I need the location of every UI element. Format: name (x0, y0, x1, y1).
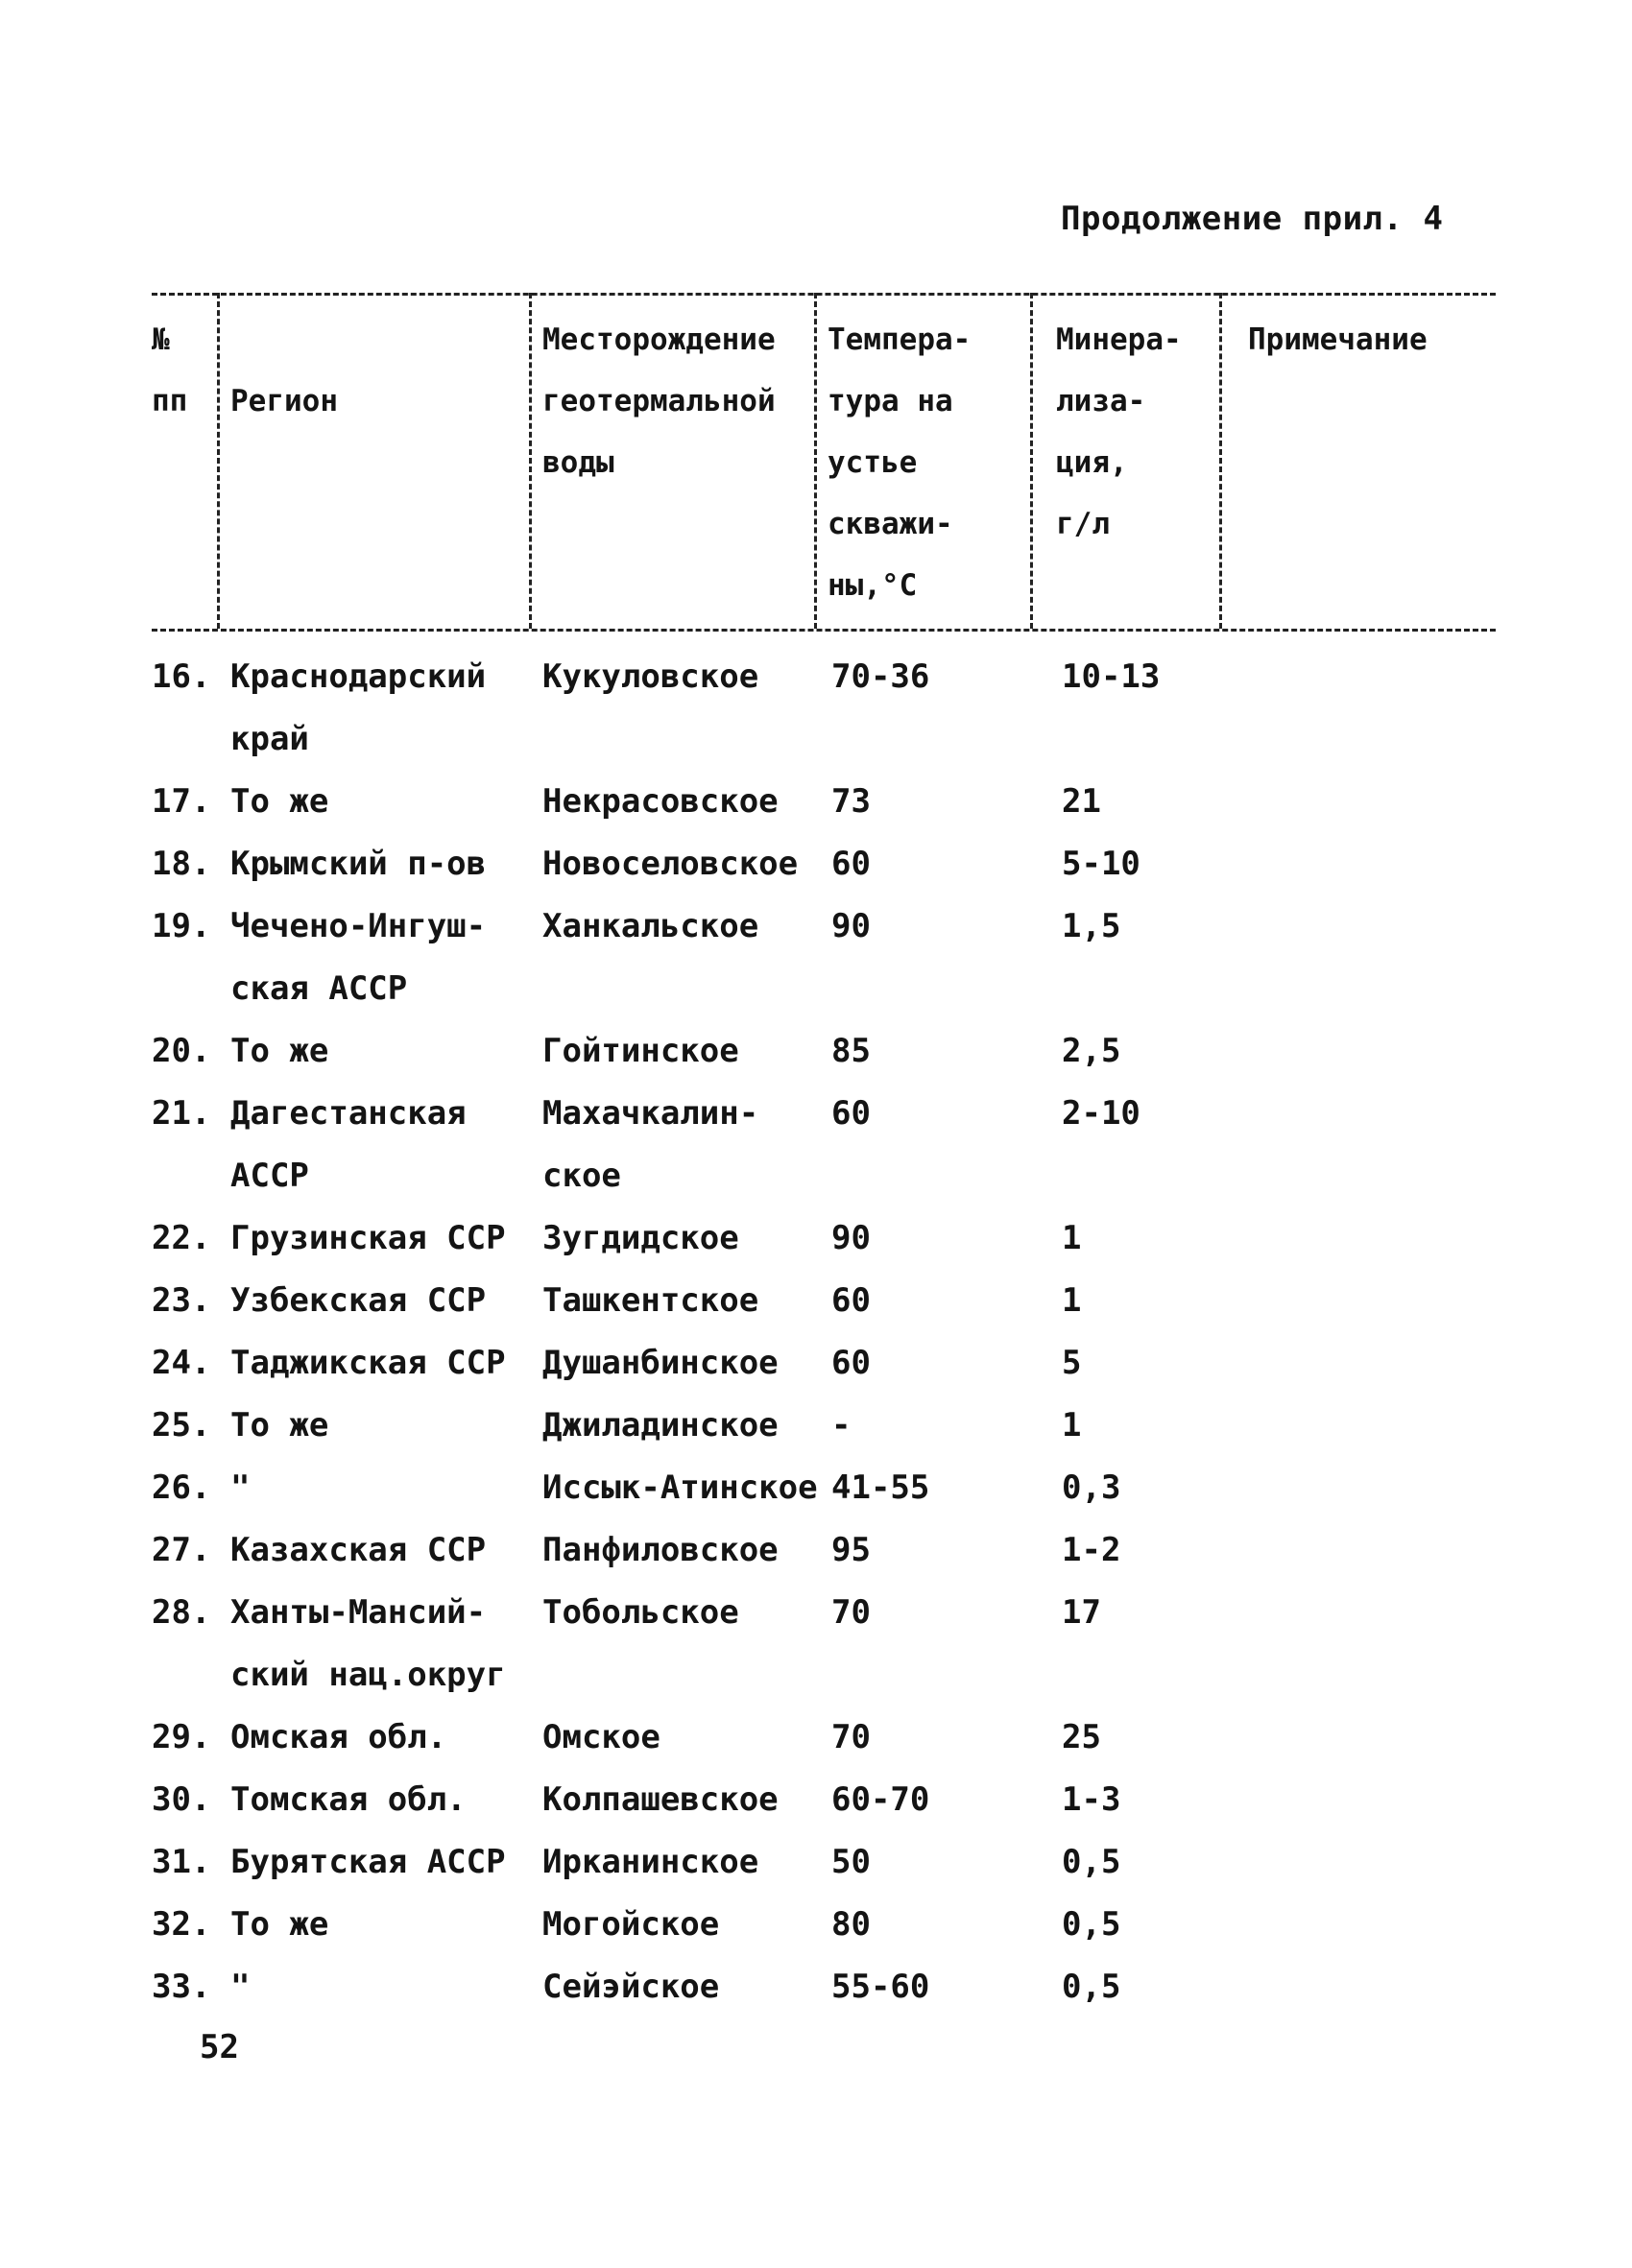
mineralization-cell: 2,5 (1062, 1032, 1121, 1070)
mineralization-cell: 5 (1062, 1344, 1082, 1382)
region-cell-line: край (230, 720, 309, 758)
header-field-line: воды (542, 445, 614, 480)
field-cell-line: Ташкентское (542, 1281, 759, 1320)
mineralization-cell: 1,5 (1062, 907, 1121, 945)
field-cell (542, 1582, 739, 1644)
temperature-cell: 60 (831, 1281, 871, 1320)
table-row (0, 1332, 1632, 1395)
temperature-cell: 80 (831, 1905, 871, 1944)
table-row (0, 1395, 1632, 1457)
table-row (0, 771, 1632, 833)
column-divider (1219, 293, 1222, 629)
temperature-cell: 55-60 (831, 1968, 930, 2006)
region-cell-line: Омская обл. (230, 1718, 447, 1756)
field-cell (542, 1956, 719, 2018)
header-region: Регион (230, 384, 338, 418)
field-cell-line: Кукуловское (542, 657, 759, 696)
region-cell (230, 1831, 506, 1894)
table-row (0, 1207, 1632, 1270)
temperature-cell: 70 (831, 1593, 871, 1632)
table-row (0, 895, 1632, 1020)
field-cell-line: Панфиловское (542, 1531, 779, 1569)
region-cell (230, 1207, 506, 1270)
temperature-cell: 60-70 (831, 1780, 930, 1819)
row-number: 23. (152, 1281, 211, 1320)
header-field-line: геотермальной (542, 384, 776, 418)
field-cell (542, 771, 779, 833)
row-number: 28. (152, 1593, 211, 1632)
region-cell-line: Томская обл. (230, 1780, 467, 1819)
row-number: 24. (152, 1344, 211, 1382)
temperature-cell: - (831, 1406, 852, 1444)
header-temperature-line: тура на (828, 384, 953, 418)
table-row (0, 1582, 1632, 1707)
field-cell (542, 1707, 660, 1769)
header-mineralization-line: г/л (1056, 507, 1110, 541)
region-cell-line: Дагестанская (230, 1094, 467, 1133)
region-cell-line: Грузинская ССР (230, 1219, 506, 1257)
region-cell-line: Бурятская АССР (230, 1843, 506, 1881)
field-cell (542, 895, 758, 958)
region-cell (230, 895, 486, 1020)
header-temperature-line: Темпера- (828, 322, 972, 357)
row-number: 16. (152, 657, 211, 696)
region-cell (230, 1457, 250, 1519)
row-number: 19. (152, 907, 211, 945)
temperature-cell: 95 (831, 1531, 871, 1569)
table-row (0, 1831, 1632, 1894)
region-cell-line: То же (230, 1406, 329, 1444)
region-cell-line: Казахская ССР (230, 1531, 487, 1569)
field-cell-line: Ханкальское (542, 907, 759, 945)
mineralization-cell: 5-10 (1062, 845, 1140, 883)
header-top-rule (152, 293, 1496, 296)
region-cell-line: ская АССР (230, 969, 408, 1008)
region-cell (230, 1020, 328, 1083)
region-cell (230, 646, 486, 771)
temperature-cell: 73 (831, 782, 871, 821)
field-cell-line: Сейэйское (542, 1968, 720, 2006)
field-cell-line: Колпашевское (542, 1780, 779, 1819)
mineralization-cell: 2-10 (1062, 1094, 1140, 1133)
mineralization-cell: 1-2 (1062, 1531, 1121, 1569)
region-cell-line: Таджикская ССР (230, 1344, 506, 1382)
temperature-cell: 70 (831, 1718, 871, 1756)
mineralization-cell: 10-13 (1062, 657, 1161, 696)
table-row (0, 646, 1632, 771)
region-cell-line: ский нац.округ (230, 1656, 506, 1694)
region-cell (230, 1769, 467, 1831)
row-number: 17. (152, 782, 211, 821)
row-number: 32. (152, 1905, 211, 1944)
field-cell-line: Некрасовское (542, 782, 779, 821)
header-number-line: № (152, 322, 170, 357)
table-row (0, 1894, 1632, 1956)
region-cell (230, 1519, 486, 1582)
field-cell (542, 1207, 739, 1270)
field-cell (542, 833, 798, 895)
mineralization-cell: 0,5 (1062, 1968, 1121, 2006)
field-cell (542, 1769, 779, 1831)
row-number: 27. (152, 1531, 211, 1569)
column-divider (217, 293, 220, 629)
region-cell (230, 1582, 506, 1707)
field-cell-line: Ирканинское (542, 1843, 759, 1881)
field-cell-line: Могойское (542, 1905, 720, 1944)
region-cell (230, 1956, 250, 2018)
field-cell-line: Тобольское (542, 1593, 739, 1632)
field-cell (542, 1894, 719, 1956)
row-number: 26. (152, 1468, 211, 1507)
temperature-cell: 60 (831, 1094, 871, 1133)
table-row (0, 1769, 1632, 1831)
column-divider (814, 293, 817, 629)
mineralization-cell: 1 (1062, 1281, 1082, 1320)
field-cell-line: Омское (542, 1718, 660, 1756)
row-number: 33. (152, 1968, 211, 2006)
region-cell-line: То же (230, 1905, 329, 1944)
table-row (0, 1457, 1632, 1519)
row-number: 20. (152, 1032, 211, 1070)
field-cell (542, 1457, 818, 1519)
region-cell (230, 1707, 446, 1769)
field-cell (542, 1519, 779, 1582)
region-cell (230, 833, 486, 895)
region-cell-line: То же (230, 1032, 329, 1070)
mineralization-cell: 1 (1062, 1406, 1082, 1444)
region-cell (230, 1083, 467, 1207)
header-bottom-rule (152, 629, 1496, 632)
region-cell (230, 1332, 506, 1395)
field-cell-line: Душанбинское (542, 1344, 779, 1382)
region-cell-line: АССР (230, 1157, 309, 1195)
table-row (0, 1083, 1632, 1207)
region-cell-line: " (230, 1968, 251, 2006)
row-number: 18. (152, 845, 211, 883)
field-cell-line: Джиладинское (542, 1406, 779, 1444)
row-number: 25. (152, 1406, 211, 1444)
field-cell-line: Иссык-Атинское (542, 1468, 818, 1507)
mineralization-cell: 0,5 (1062, 1843, 1121, 1881)
field-cell (542, 1395, 779, 1457)
row-number: 21. (152, 1094, 211, 1133)
field-cell-line: Махачкалин- (542, 1094, 759, 1133)
region-cell-line: Крымский п-ов (230, 845, 487, 883)
temperature-cell: 85 (831, 1032, 871, 1070)
region-cell-line: Узбекская ССР (230, 1281, 487, 1320)
field-cell (542, 1083, 758, 1207)
header-mineralization-line: ция, (1056, 445, 1128, 480)
table-row (0, 1707, 1632, 1769)
temperature-cell: 60 (831, 845, 871, 883)
header-temperature-line: устье (828, 445, 918, 480)
region-cell (230, 771, 328, 833)
temperature-cell: 50 (831, 1843, 871, 1881)
region-cell-line: Краснодарский (230, 657, 487, 696)
mineralization-cell: 1 (1062, 1219, 1082, 1257)
row-number: 31. (152, 1843, 211, 1881)
header-mineralization-line: Минера- (1056, 322, 1182, 357)
mineralization-cell: 1-3 (1062, 1780, 1121, 1819)
region-cell-line: " (230, 1468, 251, 1507)
column-divider (529, 293, 532, 629)
continuation-caption: Продолжение прил. 4 (1061, 200, 1444, 238)
table-row (0, 1519, 1632, 1582)
temperature-cell: 41-55 (831, 1468, 930, 1507)
field-cell (542, 1270, 758, 1332)
header-number-line: пп (152, 384, 188, 418)
field-cell (542, 646, 758, 708)
table-row (0, 1020, 1632, 1083)
field-cell (542, 1332, 779, 1395)
column-divider (1030, 293, 1033, 629)
field-cell (542, 1831, 758, 1894)
header-mineralization-line: лиза- (1056, 384, 1146, 418)
mineralization-cell: 21 (1062, 782, 1101, 821)
mineralization-cell: 0,3 (1062, 1468, 1121, 1507)
header-temperature-line: ны,°С (828, 568, 918, 603)
temperature-cell: 60 (831, 1344, 871, 1382)
field-cell-line: Гойтинское (542, 1032, 739, 1070)
field-cell-line: ское (542, 1157, 621, 1195)
mineralization-cell: 17 (1062, 1593, 1101, 1632)
region-cell-line: То же (230, 782, 329, 821)
temperature-cell: 90 (831, 1219, 871, 1257)
region-cell (230, 1894, 328, 1956)
field-cell-line: Зугдидское (542, 1219, 739, 1257)
row-number: 29. (152, 1718, 211, 1756)
header-field-line: Месторождение (542, 322, 776, 357)
table-row (0, 1956, 1632, 2018)
header-temperature-line: скважи- (828, 507, 953, 541)
table-row (0, 1270, 1632, 1332)
mineralization-cell: 0,5 (1062, 1905, 1121, 1944)
row-number: 22. (152, 1219, 211, 1257)
temperature-cell: 90 (831, 907, 871, 945)
row-number: 30. (152, 1780, 211, 1819)
region-cell (230, 1395, 328, 1457)
page-number: 52 (200, 2028, 239, 2066)
header-note: Примечание (1248, 322, 1428, 357)
field-cell (542, 1020, 739, 1083)
region-cell (230, 1270, 486, 1332)
table-row (0, 833, 1632, 895)
field-cell-line: Новоселовское (542, 845, 799, 883)
temperature-cell: 70-36 (831, 657, 930, 696)
region-cell-line: Чечено-Ингуш- (230, 907, 487, 945)
region-cell-line: Ханты-Мансий- (230, 1593, 487, 1632)
mineralization-cell: 25 (1062, 1718, 1101, 1756)
